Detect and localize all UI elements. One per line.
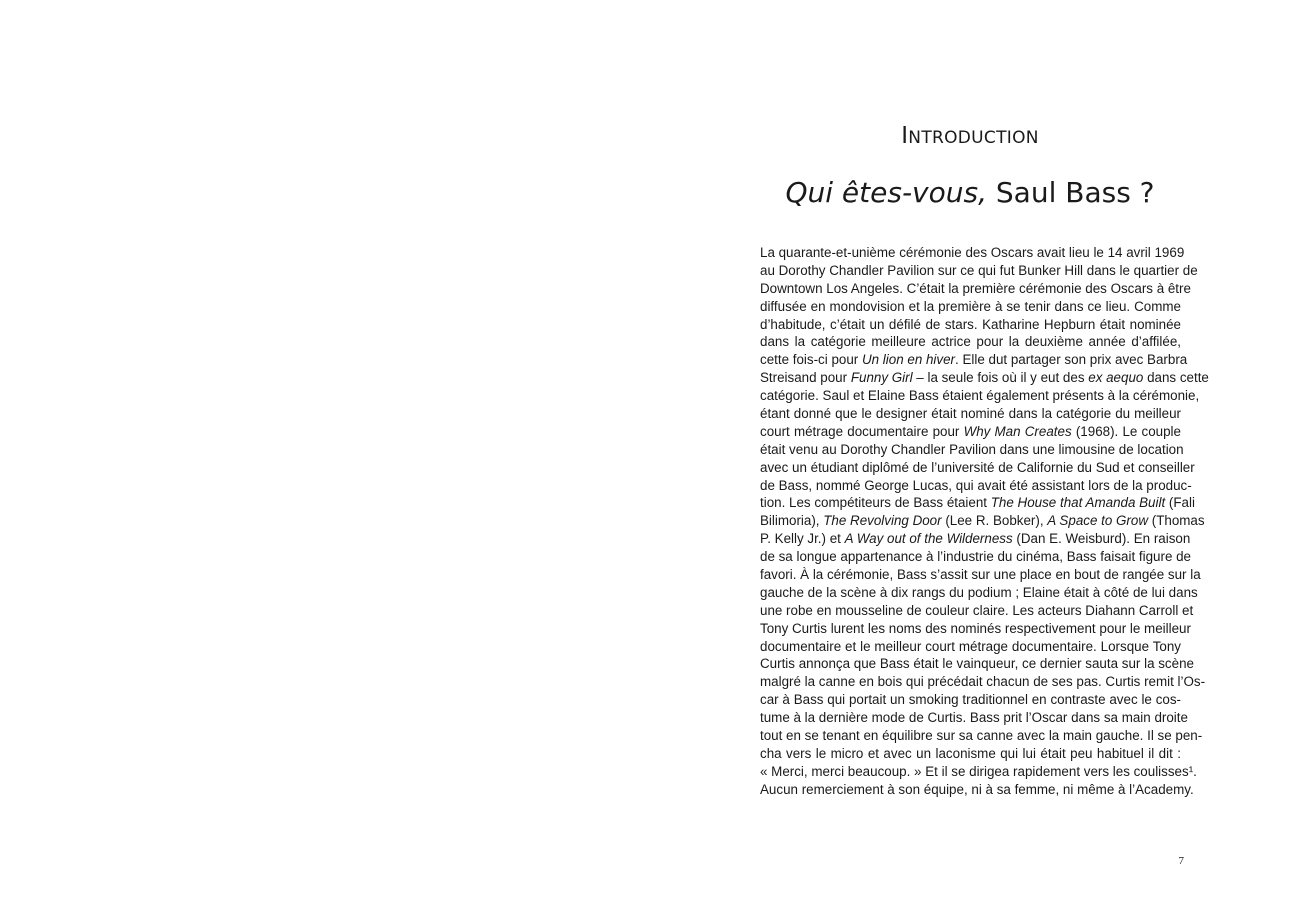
text-segment: documentaire et le meilleur court métrage documentaire. Lorsque Tony xyxy=(760,638,1181,654)
text-segment: Streisand pour xyxy=(760,370,851,386)
text-line xyxy=(760,584,1198,602)
text-line xyxy=(760,763,1197,781)
text-segment: court métrage documentaire pour xyxy=(760,423,964,439)
chapter-label xyxy=(760,123,1180,149)
chapter-title-roman: Saul Bass ? xyxy=(986,176,1155,209)
text-segment: Bilimoria), xyxy=(760,513,824,529)
text-line xyxy=(760,423,1181,441)
italic-title-text: A Way out of the Wilderness xyxy=(844,531,1013,547)
text-line xyxy=(760,566,1201,584)
text-segment: au Dorothy Chandler Pavilion sur ce qui fut Bunker Hill dans le quartier de xyxy=(760,262,1198,278)
text-line xyxy=(760,405,1181,423)
text-line xyxy=(760,512,1205,530)
text-segment: (Fali xyxy=(1165,495,1195,511)
text-segment: . Elle dut partager son prix avec Barbra xyxy=(955,352,1188,368)
chapter-title xyxy=(760,176,1180,209)
text-line xyxy=(760,441,1184,459)
italic-title-text: A Space to Grow xyxy=(1047,513,1149,529)
chapter-label-initial: I xyxy=(901,123,909,149)
text-segment: diffusée en mondovision et la première à se tenir dans ce lieu. Comme xyxy=(760,298,1181,314)
italic-title-text: The House that Amanda Built xyxy=(990,495,1166,511)
text-segment: car à Bass qui portait un smoking traditionnel en contraste avec le cos- xyxy=(760,692,1181,708)
text-line xyxy=(760,351,1188,369)
text-line xyxy=(760,244,1185,262)
text-segment: Curtis annonça que Bass était le vainqueur, ce dernier sauta sur la scène xyxy=(760,656,1194,672)
text-segment: (1968). Le couple xyxy=(1071,423,1181,439)
text-line xyxy=(760,333,1181,351)
text-segment: – la seule fois où il y eut des xyxy=(912,370,1089,386)
text-segment: malgré la canne en bois qui précédait chacun de ses pas. Curtis remit l’Os- xyxy=(760,674,1206,690)
text-line xyxy=(760,530,1191,548)
text-segment: (Dan E. Weisburd). En raison xyxy=(1012,531,1191,547)
text-segment: tume à la dernière mode de Curtis. Bass prit l’Oscar dans sa main droite xyxy=(760,710,1188,726)
text-segment: La quarante-et-unième cérémonie des Oscars avait lieu le 14 avril 1969 xyxy=(760,245,1185,260)
text-line xyxy=(760,387,1200,405)
text-line xyxy=(760,691,1181,709)
text-line xyxy=(760,280,1191,298)
italic-title-text: Funny Girl xyxy=(850,370,913,386)
text-segment: dans cette xyxy=(1143,370,1209,386)
text-segment: d’habitude, c’était un défilé de stars. Katharine Hepburn était nominée xyxy=(760,316,1181,332)
text-line xyxy=(760,727,1203,745)
text-segment: étant donné que le designer était nominé dans la catégorie du meilleur xyxy=(760,406,1181,422)
chapter-title-italic: Qui êtes-vous, xyxy=(785,176,987,209)
text-segment: était venu au Dorothy Chandler Pavilion dans une limousine de location xyxy=(760,441,1184,457)
text-segment: (Thomas xyxy=(1148,513,1205,529)
text-line xyxy=(760,548,1192,566)
text-segment: Aucun remerciement à son équipe, ni à sa femme, ni même à l’Academy. xyxy=(760,781,1194,797)
text-line xyxy=(760,709,1188,727)
text-segment: tion. Les compétiteurs de Bass étaient xyxy=(760,495,991,511)
text-segment: de sa longue appartenance à l’industrie du cinéma, Bass faisait figure de xyxy=(760,549,1192,565)
text-line xyxy=(760,781,1194,799)
text-segment: favori. À la cérémonie, Bass s’assit sur une place en bout de rangée sur la xyxy=(760,567,1201,583)
text-line xyxy=(760,298,1181,316)
text-line xyxy=(760,369,1209,387)
text-segment: de Bass, nommé George Lucas, qui avait été assistant lors de la produc- xyxy=(760,477,1192,493)
italic-title-text: Why Man Creates xyxy=(963,423,1072,439)
text-line xyxy=(760,477,1192,495)
text-line xyxy=(760,316,1181,334)
text-line xyxy=(760,673,1206,691)
text-segment: (Lee R. Bobker), xyxy=(941,513,1048,529)
text-line xyxy=(760,459,1195,477)
text-segment: cha vers le micro et avec un laconisme qui lui était peu habituel il dit : xyxy=(760,745,1181,761)
text-line xyxy=(760,620,1191,638)
page-number: 7 xyxy=(1178,855,1184,867)
text-segment: tout en se tenant en équilibre sur sa canne avec la main gauche. Il se pen- xyxy=(760,728,1203,744)
text-segment: Downtown Los Angeles. C’était la première cérémonie des Oscars à être xyxy=(760,280,1191,296)
text-line xyxy=(760,494,1195,512)
text-line xyxy=(760,262,1198,280)
text-segment: P. Kelly Jr.) et xyxy=(760,531,845,547)
text-segment: cette fois-ci pour xyxy=(760,352,862,368)
text-segment: dans la catégorie meilleure actrice pour la deuxième année d’affilée, xyxy=(760,334,1181,350)
text-line xyxy=(760,745,1181,763)
text-segment: « Merci, merci beaucoup. » Et il se dirigea rapidement vers les coulisses¹. xyxy=(760,763,1197,779)
text-segment: gauche de la scène à dix rangs du podium ; Elaine était à côté de lui dans xyxy=(760,584,1198,600)
text-line xyxy=(760,602,1194,620)
italic-title-text: Un lion en hiver xyxy=(861,352,956,368)
text-segment: avec un étudiant diplômé de l’université de Californie du Sud et conseiller xyxy=(760,459,1195,475)
body-paragraph xyxy=(760,244,1209,799)
chapter-label-rest: NTRODUCTION xyxy=(908,128,1039,148)
italic-title-text: The Revolving Door xyxy=(823,513,942,529)
text-segment: catégorie. Saul et Elaine Bass étaient également présents à la cérémonie, xyxy=(760,388,1200,404)
text-line xyxy=(760,655,1194,673)
text-line xyxy=(760,638,1181,656)
italic-title-text: ex aequo xyxy=(1088,370,1144,386)
text-segment: une robe en mousseline de couleur claire. Les acteurs Diahann Carroll et xyxy=(760,602,1194,618)
text-segment: Tony Curtis lurent les noms des nominés respectivement pour le meilleur xyxy=(760,620,1191,636)
